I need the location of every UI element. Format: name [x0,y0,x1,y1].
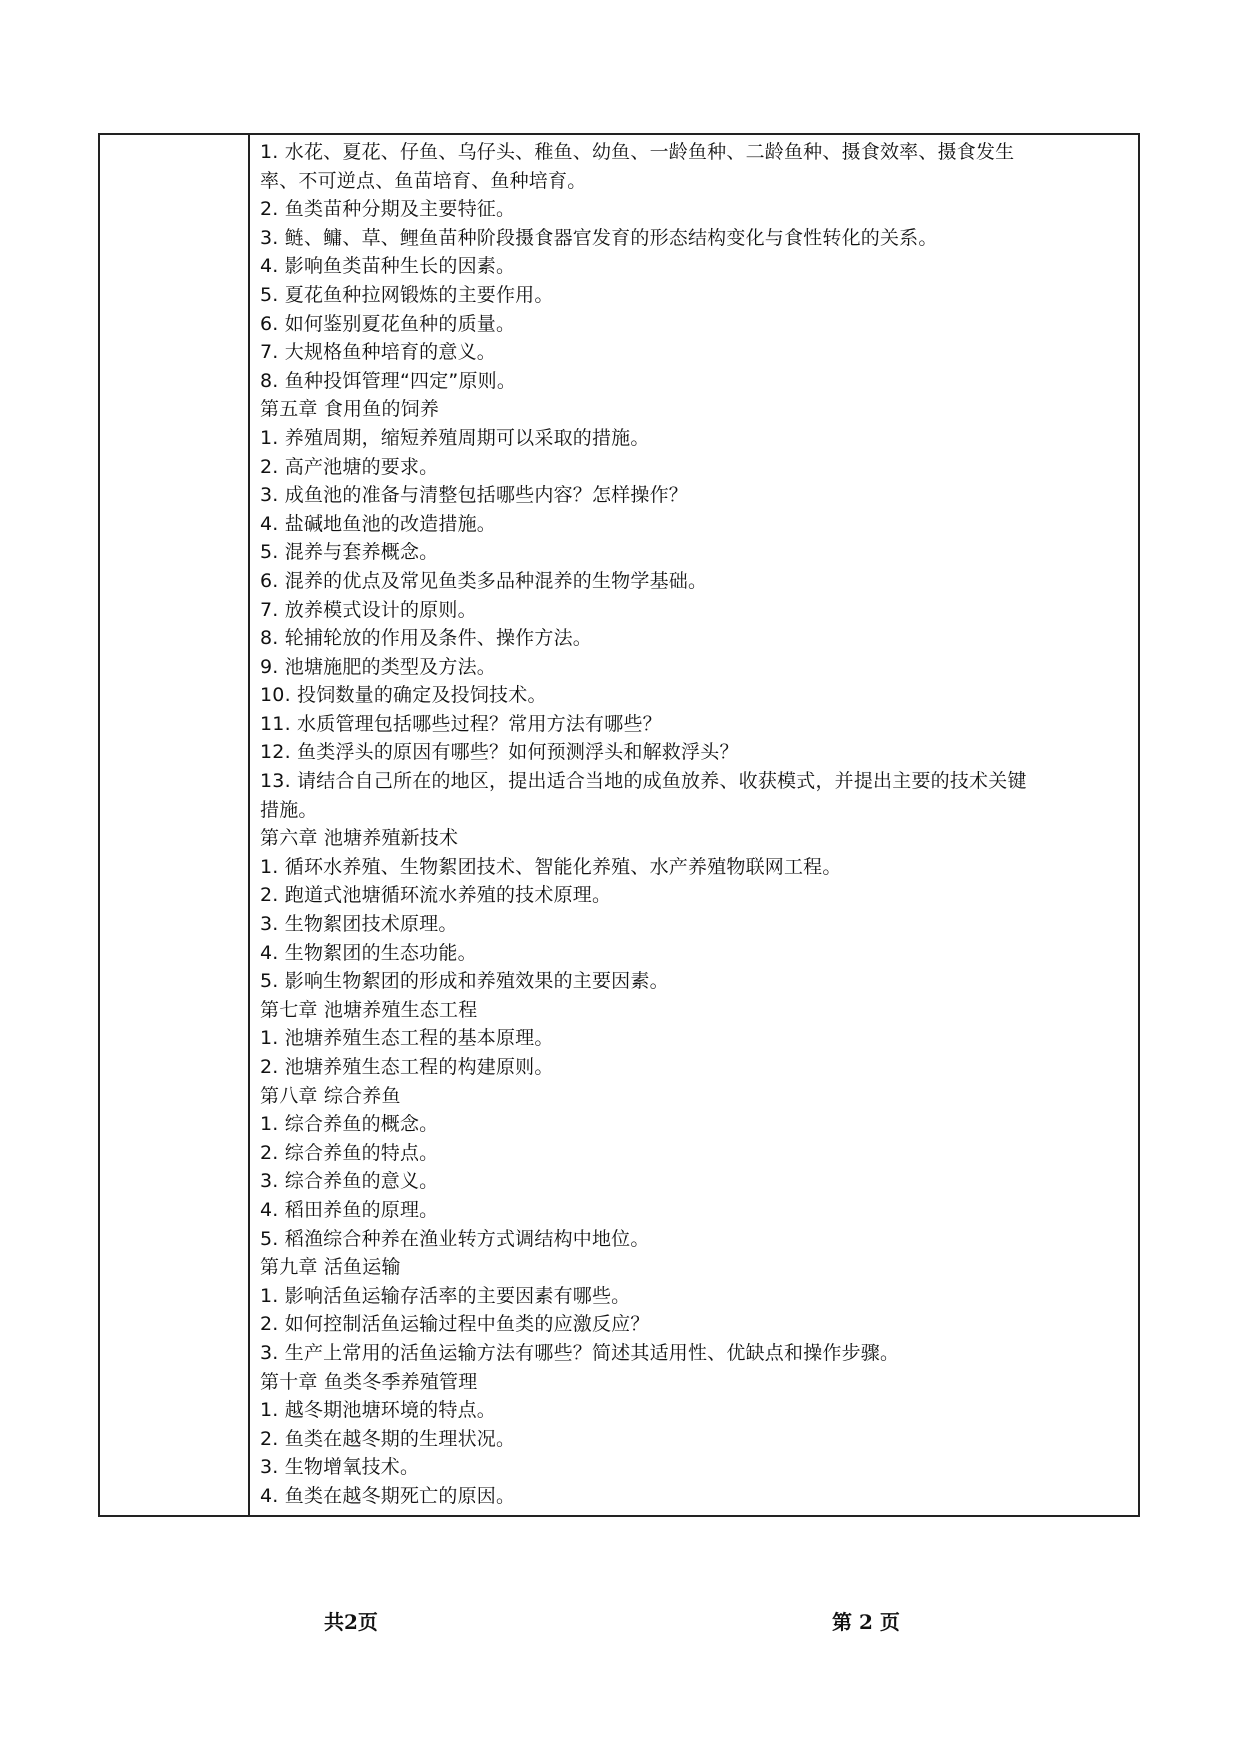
list-item: 5. 夏花鱼种拉网锻炼的主要作用。 [260,283,554,306]
list-item: 10. 投饲数量的确定及投饲技术。 [260,684,547,707]
question-list [260,138,1128,1511]
list-item: 1. 越冬期池塘环境的特点。 [260,1399,496,1422]
list-item: 8. 轮捕轮放的作用及条件、操作方法。 [260,627,592,650]
list-item: 4. 生物絮团的生态功能。 [260,941,477,964]
list-item: 9. 池塘施肥的类型及方法。 [260,655,496,678]
page-number: 第 2 页 [832,1610,900,1634]
list-item: 6. 混养的优点及常见鱼类多品种混养的生物学基础。 [260,569,708,592]
chapter-heading: 第六章 池塘养殖新技术 [260,827,459,850]
content-table [98,133,1140,1517]
list-item: 12. 鱼类浮头的原因有哪些？如何预测浮头和解救浮头？ [260,741,739,764]
chapter-heading: 第十章 鱼类冬季养殖管理 [260,1370,478,1393]
list-item: 7. 放养模式设计的原则。 [260,598,477,621]
list-item: 6. 如何鉴别夏花鱼种的质量。 [260,312,516,335]
list-item: 11. 水质管理包括哪些过程？常用方法有哪些？ [260,712,662,735]
list-item: 2. 跑道式池塘循环流水养殖的技术原理。 [260,884,612,907]
list-item: 5. 稻渔综合种养在渔业转方式调结构中地位。 [260,1227,650,1250]
list-item: 5. 混养与套养概念。 [260,541,439,564]
list-item: 4. 鱼类在越冬期死亡的原因。 [260,1484,516,1507]
list-item: 4. 影响鱼类苗种生长的因素。 [260,255,516,278]
list-item: 1. 循环水养殖、生物絮团技术、智能化养殖、水产养殖物联网工程。 [260,855,842,878]
list-item: 2. 鱼类在越冬期的生理状况。 [260,1427,516,1450]
chapter-heading: 第七章 池塘养殖生态工程 [260,998,478,1021]
chapter-heading: 第五章 食用鱼的饲养 [260,398,440,421]
chapter-heading: 第八章 综合养鱼 [260,1084,401,1107]
total-pages: 共2页 [324,1610,378,1634]
chapter-heading: 第九章 活鱼运输 [260,1256,401,1279]
list-item: 措施。 [260,798,318,821]
column-divider [248,135,250,1515]
list-item: 2. 池塘养殖生态工程的构建原则。 [260,1056,554,1078]
list-item: 4. 盐碱地鱼池的改造措施。 [260,512,496,535]
list-item: 8. 鱼种投饵管理“四定”原则。 [260,369,517,392]
list-item: 5. 影响生物絮团的形成和养殖效果的主要因素。 [260,970,669,993]
list-item: 3. 生产上常用的活鱼运输方法有哪些？简述其适用性、优缺点和操作步骤。 [260,1341,900,1364]
list-item: 率、不可逆点、鱼苗培育、鱼种培育。 [260,169,587,192]
list-item: 2. 鱼类苗种分期及主要特征。 [260,198,516,221]
list-item: 1. 养殖周期，缩短养殖周期可以采取的措施。 [260,426,650,449]
list-item: 1. 影响活鱼运输存活率的主要因素有哪些。 [260,1284,631,1307]
list-item: 3. 生物增氧技术。 [260,1456,420,1479]
list-item: 1. 综合养鱼的概念。 [260,1113,439,1136]
list-item: 1. 池塘养殖生态工程的基本原理。 [260,1027,554,1050]
list-item: 2. 如何控制活鱼运输过程中鱼类的应激反应？ [260,1313,650,1336]
list-item: 3. 综合养鱼的意义。 [260,1170,439,1193]
list-item: 1. 水花、夏花、仔鱼、乌仔头、稚鱼、幼鱼、一龄鱼种、二龄鱼种、摄食效率、摄食发生 [260,141,1015,163]
list-item: 4. 稻田养鱼的原理。 [260,1198,439,1221]
list-item: 13. 请结合自己所在的地区，提出适合当地的成鱼放养、收获模式，并提出主要的技术关键 [260,770,1027,793]
list-item: 2. 高产池塘的要求。 [260,455,439,478]
list-item: 7. 大规格鱼种培育的意义。 [260,341,496,364]
list-item: 3. 成鱼池的准备与清整包括哪些内容？怎样操作？ [260,484,688,507]
list-item: 3. 鲢、鳙、草、鲤鱼苗种阶段摄食器官发育的形态结构变化与食性转化的关系。 [260,226,938,249]
list-item: 2. 综合养鱼的特点。 [260,1141,439,1164]
list-item: 3. 生物絮团技术原理。 [260,913,458,936]
